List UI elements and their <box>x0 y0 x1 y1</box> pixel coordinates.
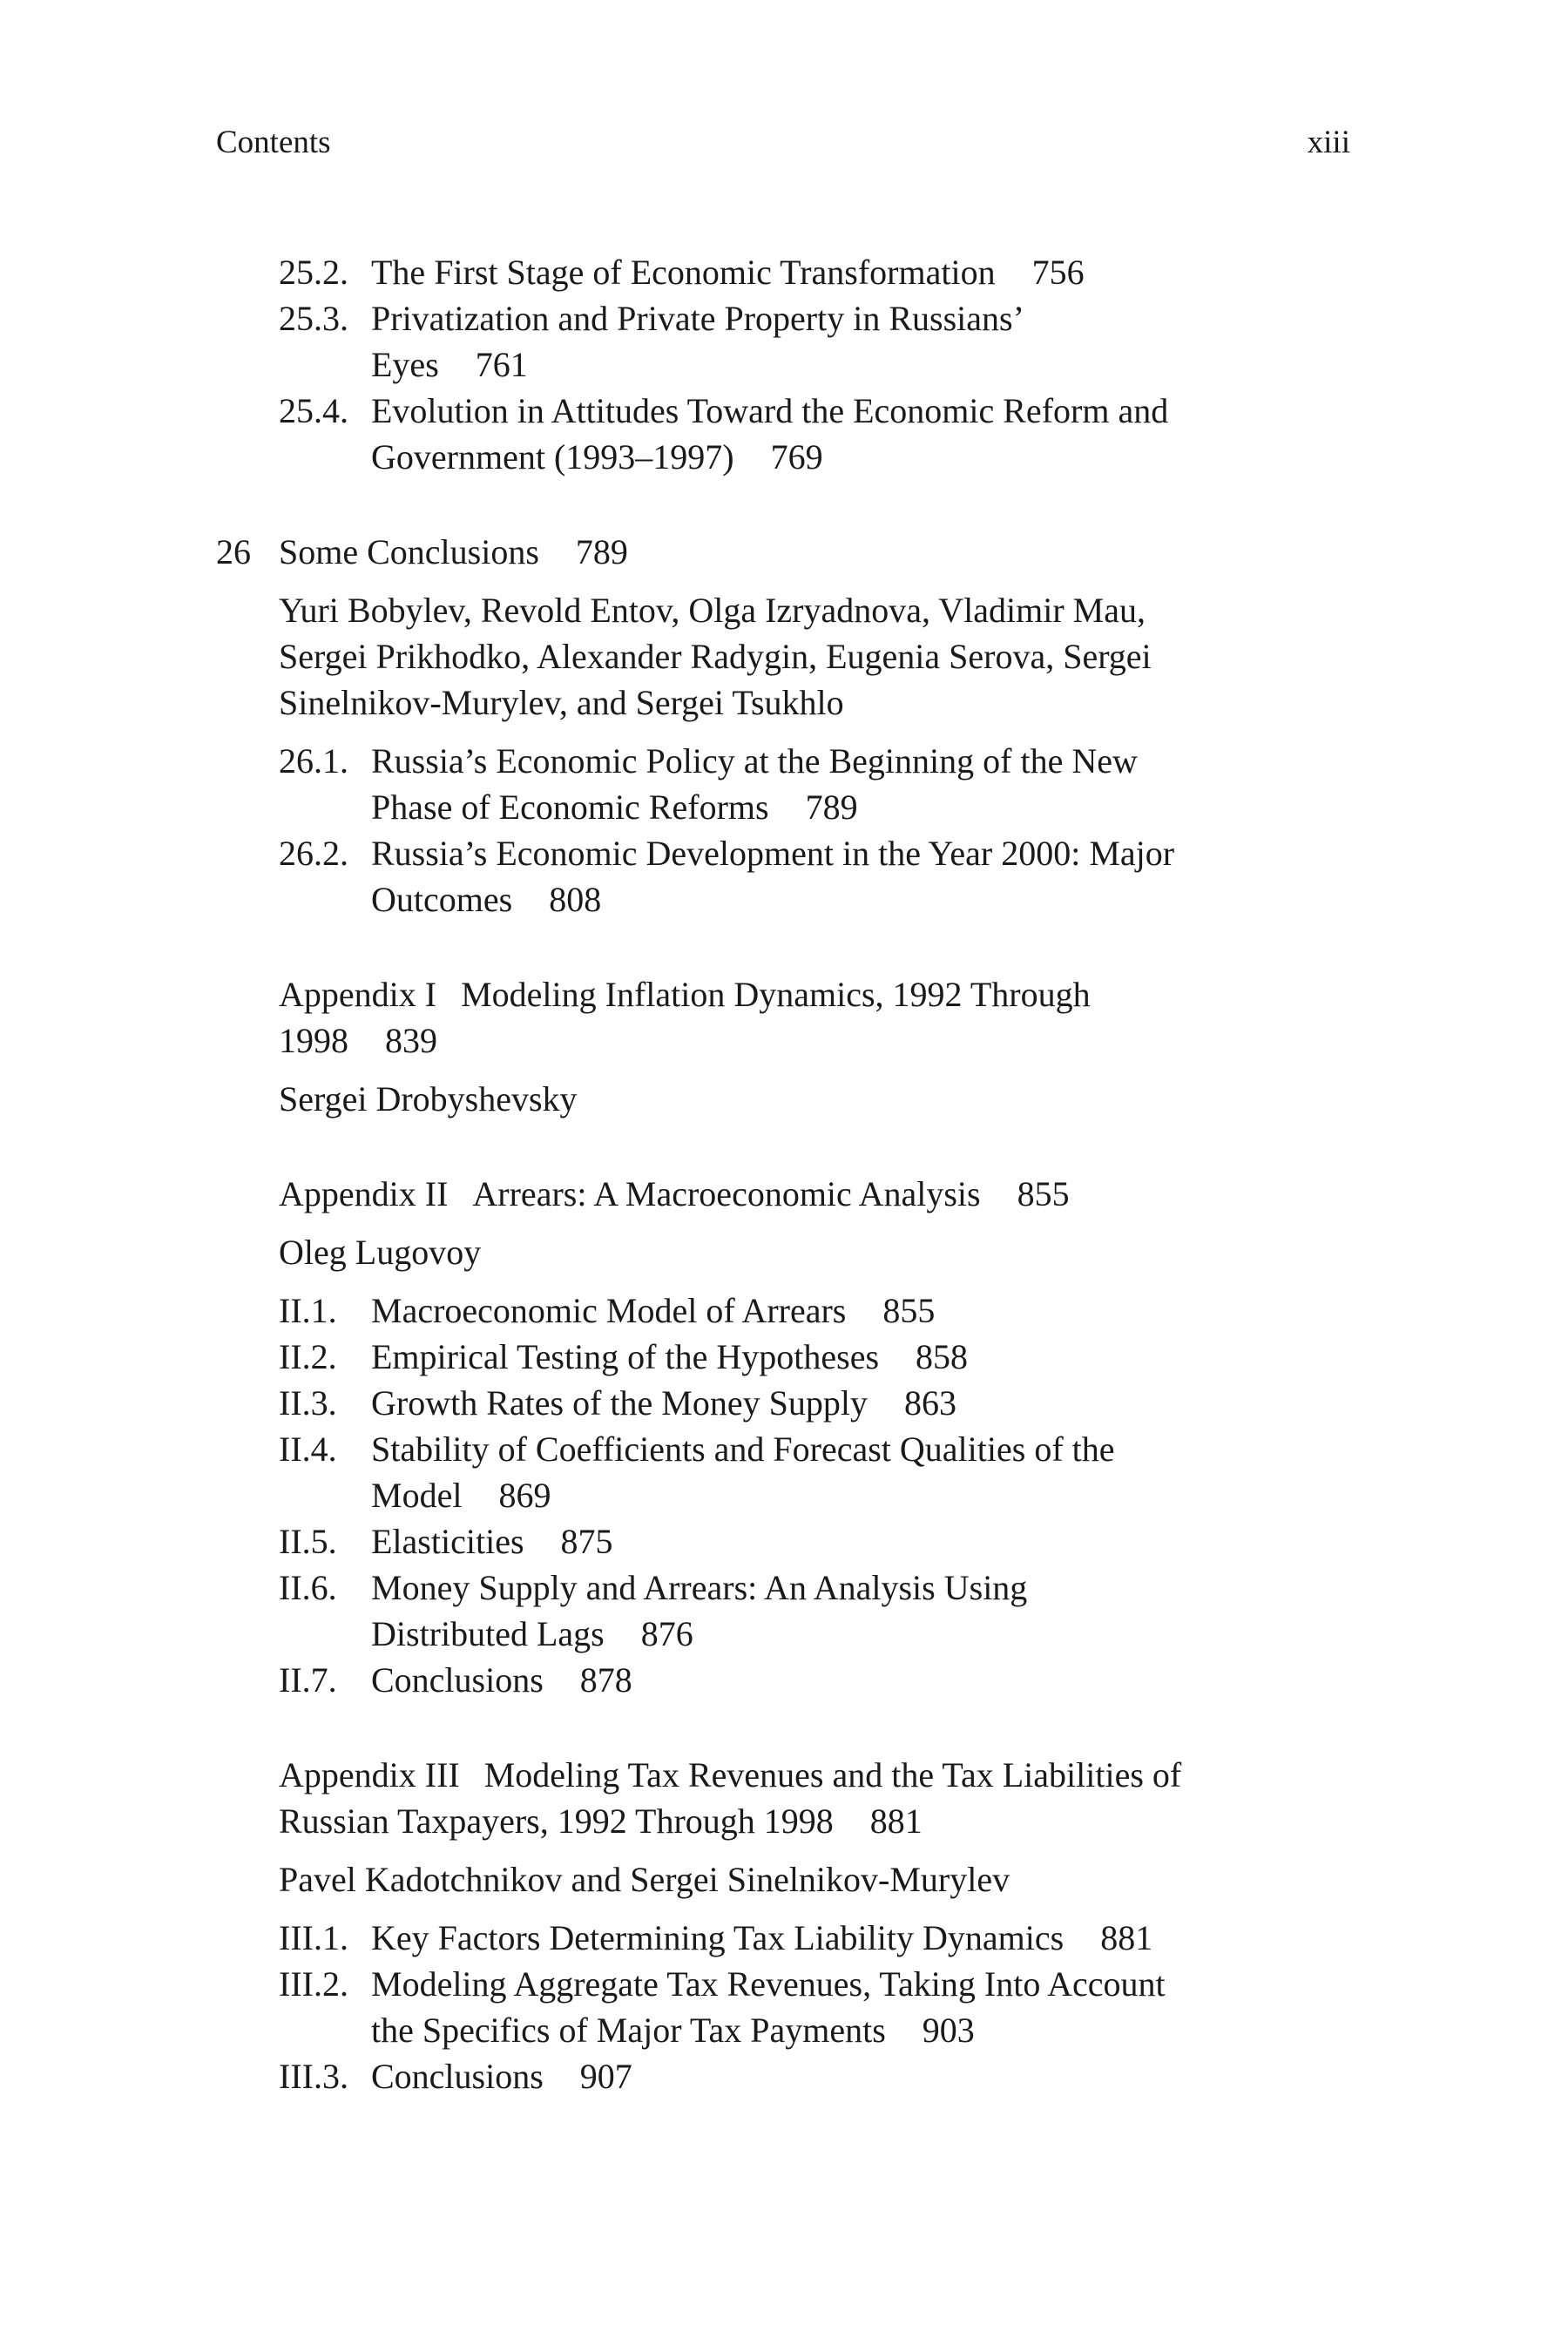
section-page: 876 <box>640 1614 693 1653</box>
chapter-26-authors <box>216 587 1350 726</box>
section-page: 855 <box>882 1291 936 1330</box>
toc-entry-25-2[interactable] <box>216 249 1350 295</box>
section-title-line1: Russia’s Economic Development in the Year 2000: Major <box>371 834 1175 873</box>
toc-entry-III-3[interactable] <box>216 2053 1350 2099</box>
section-page: 869 <box>498 1476 551 1515</box>
chapter-page: 789 <box>575 532 628 571</box>
section-page: 756 <box>1031 253 1085 292</box>
table-of-contents <box>216 249 1350 2099</box>
section-title: Macroeconomic Model of Arrears <box>371 1291 847 1330</box>
section-number: II.5. <box>279 1522 337 1561</box>
section-title-line2: Phase of Economic Reforms <box>371 787 769 827</box>
section-number: II.3. <box>279 1383 337 1423</box>
section-title-line2: Model <box>371 1476 463 1515</box>
section-title: Conclusions <box>371 1660 544 1700</box>
section-title-line1: Money Supply and Arrears: An Analysis Using <box>371 1568 1028 1607</box>
section-page: 858 <box>916 1337 969 1376</box>
section-number: 26.2. <box>279 834 348 873</box>
section-title-line1: Stability of Coefficients and Forecast Qualities of the <box>371 1429 1115 1469</box>
appendix-3-authors: Pavel Kadotchnikov and Sergei Sinelnikov-Murylev <box>279 1860 1010 1899</box>
appendix-title-line1: Modeling Inflation Dynamics, 1992 Through <box>461 975 1091 1014</box>
chapter-26-sections <box>216 738 1350 923</box>
toc-entry-III-1[interactable] <box>216 1915 1350 1961</box>
section-title-line1: Russia’s Economic Policy at the Beginning of the New <box>371 741 1138 781</box>
toc-entry-26-1[interactable] <box>216 738 1350 830</box>
section-page: 907 <box>579 2057 632 2096</box>
section-number: III.1. <box>279 1918 348 1957</box>
chapter-number: 26 <box>216 532 251 571</box>
running-head-section: Contents <box>216 125 331 160</box>
appendix-label: Appendix III <box>279 1755 460 1794</box>
section-title-line2: Eyes <box>371 345 439 384</box>
section-number: III.3. <box>279 2057 348 2096</box>
appendix-title-line2: 1998 <box>279 1021 348 1060</box>
appendix-3-sections <box>216 1915 1350 2099</box>
section-title-line2: Outcomes <box>371 880 513 919</box>
section-title: The First Stage of Economic Transformation <box>371 253 996 292</box>
section-number: II.7. <box>279 1660 337 1700</box>
appendix-page: 855 <box>1017 1174 1070 1213</box>
appendix-page: 881 <box>869 1801 923 1841</box>
section-title-line2: Distributed Lags <box>371 1614 605 1653</box>
section-number: II.4. <box>279 1429 337 1469</box>
section-page: 789 <box>805 787 858 827</box>
section-title: Key Factors Determining Tax Liability Dynamics <box>371 1918 1064 1957</box>
toc-appendix-1[interactable] <box>216 971 1350 1064</box>
toc-entry-III-2[interactable] <box>216 1961 1350 2053</box>
section-page: 863 <box>903 1383 956 1423</box>
toc-entry-II-7[interactable] <box>216 1657 1350 1703</box>
section-number: 25.4. <box>279 391 348 430</box>
section-page: 903 <box>922 2011 975 2050</box>
toc-entry-II-4[interactable] <box>216 1426 1350 1518</box>
section-number: II.2. <box>279 1337 337 1376</box>
section-page: 881 <box>1100 1918 1153 1957</box>
toc-appendix-2[interactable] <box>216 1171 1350 1217</box>
toc-entry-II-3[interactable] <box>216 1380 1350 1426</box>
authors-line: Sergei Prikhodko, Alexander Radygin, Eugenia Serova, Sergei <box>279 637 1152 676</box>
section-number: 25.3. <box>279 299 348 338</box>
section-title-line1: Evolution in Attitudes Toward the Economic Reform and <box>371 391 1169 430</box>
toc-entry-II-1[interactable] <box>216 1288 1350 1334</box>
appendix-title: Arrears: A Macroeconomic Analysis <box>472 1174 981 1213</box>
section-number: II.1. <box>279 1291 337 1330</box>
chapter-title: Some Conclusions <box>279 532 539 571</box>
appendix-title-line1: Modeling Tax Revenues and the Tax Liabilities of <box>483 1755 1182 1794</box>
toc-chapter-26[interactable] <box>216 529 1350 575</box>
appendix-label: Appendix I <box>279 975 437 1014</box>
section-title-line2: Government (1993–1997) <box>371 437 734 476</box>
section-page: 808 <box>549 880 602 919</box>
appendix-page: 839 <box>385 1021 437 1060</box>
section-title-line1: Modeling Aggregate Tax Revenues, Taking Into Account <box>371 1964 1166 2004</box>
section-number: 25.2. <box>279 253 348 292</box>
section-title-line1: Privatization and Private Property in Russians’ <box>371 299 1024 338</box>
section-title: Empirical Testing of the Hypotheses <box>371 1337 880 1376</box>
section-page: 761 <box>475 345 528 384</box>
appendix-2-authors: Oleg Lugovoy <box>279 1233 482 1272</box>
section-page: 769 <box>770 437 823 476</box>
section-page: 878 <box>579 1660 632 1700</box>
section-number: 26.1. <box>279 741 348 781</box>
toc-entry-25-4[interactable] <box>216 388 1350 480</box>
toc-appendix-3[interactable] <box>216 1752 1350 1844</box>
appendix-title-line2: Russian Taxpayers, 1992 Through 1998 <box>279 1801 834 1841</box>
authors-line: Sinelnikov-Murylev, and Sergei Tsukhlo <box>279 683 844 722</box>
appendix-label: Appendix II <box>279 1174 449 1213</box>
authors-line: Yuri Bobylev, Revold Entov, Olga Izryadnova, Vladimir Mau, <box>279 591 1146 630</box>
toc-entry-II-5[interactable] <box>216 1518 1350 1565</box>
toc-entry-II-6[interactable] <box>216 1565 1350 1657</box>
appendix-2-sections <box>216 1288 1350 1703</box>
section-page: 875 <box>560 1522 613 1561</box>
section-title: Conclusions <box>371 2057 544 2096</box>
appendix-1-authors: Sergei Drobyshevsky <box>279 1079 578 1119</box>
section-title: Growth Rates of the Money Supply <box>371 1383 868 1423</box>
section-number: III.2. <box>279 1964 348 2004</box>
section-title-line2: the Specifics of Major Tax Payments <box>371 2011 886 2050</box>
toc-entry-II-2[interactable] <box>216 1334 1350 1380</box>
chapter-25-sections <box>216 249 1350 480</box>
toc-entry-26-2[interactable] <box>216 830 1350 923</box>
section-title: Elasticities <box>371 1522 524 1561</box>
toc-entry-25-3[interactable] <box>216 295 1350 388</box>
section-number: II.6. <box>279 1568 337 1607</box>
page-number: xiii <box>1307 125 1350 160</box>
